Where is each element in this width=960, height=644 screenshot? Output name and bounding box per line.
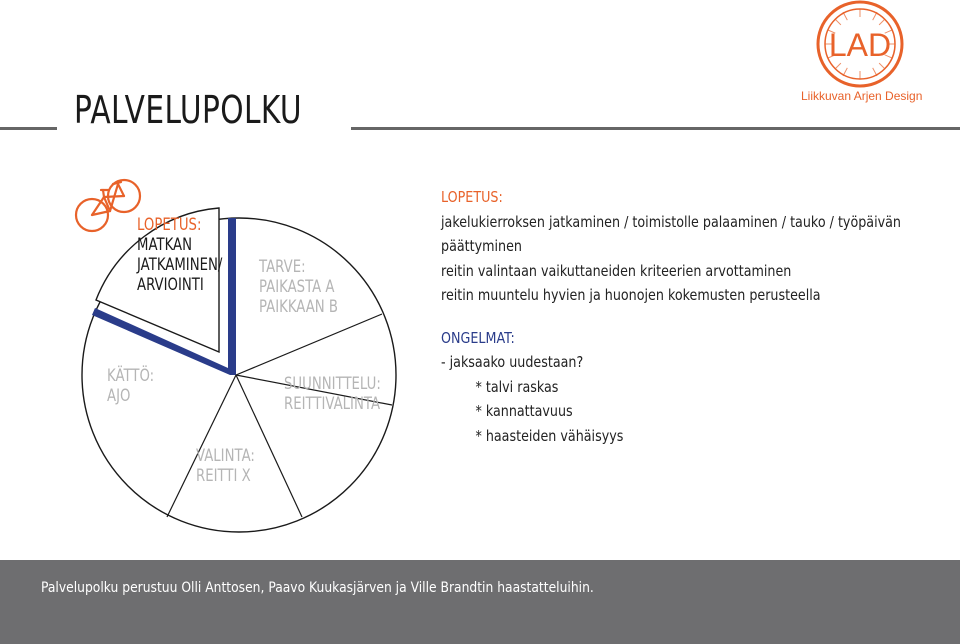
title-rule-left — [0, 127, 57, 130]
segment-text: REITTI X — [196, 466, 251, 486]
footer-bar — [0, 560, 960, 644]
segment-label-suunnittelu — [284, 374, 381, 414]
detail-line: päättyminen — [441, 237, 522, 255]
segment-label-valinta — [196, 446, 255, 486]
detail-line: jakelukierroksen jatkaminen / toimistolle palaaminen / tauko / työpäivän — [441, 212, 901, 231]
problem-line: * talvi raskas — [475, 377, 559, 396]
segment-text: ARVIOINTI — [137, 275, 204, 295]
ongelmat-heading: ONGELMAT: — [441, 328, 515, 347]
problem-line: * kannattavuus — [475, 402, 573, 420]
segment-text: MATKAN — [137, 235, 193, 255]
lopetus-heading: LOPETUS: — [441, 188, 503, 206]
segment-text: KÄTTÖ: — [107, 366, 155, 386]
segment-text: SUUNNITTELU: — [284, 374, 381, 394]
segment-text: JATKAMINEN/ — [137, 255, 223, 275]
title-rule-right — [351, 127, 960, 130]
segment-text: REITTIVALINTA — [284, 394, 381, 414]
problem-line: * haasteiden vähäisyys — [475, 426, 624, 445]
segment-text: VALINTA: — [196, 446, 255, 466]
segment-text: PAIKASTA A — [259, 277, 335, 297]
bicycle-icon — [76, 180, 140, 231]
detail-line: reitin valintaan vaikuttaneiden kriteerien arvottaminen — [441, 261, 792, 280]
page-title: PALVELUPOLKU — [74, 88, 302, 132]
footer-text: Palvelupolku perustuu Olli Anttosen, Paavo Kuukasjärven ja Ville Brandtin haastatteluihin. — [41, 580, 594, 596]
detail-line: reitin muuntelu hyvien ja huonojen kokemusten perusteella — [441, 286, 821, 304]
lad-logo — [810, 0, 910, 90]
segment-text: AJO — [107, 386, 131, 406]
segment-label-lopetus — [137, 215, 222, 295]
segment-text: PAIKKAAN B — [259, 297, 339, 317]
segment-label-tarve — [259, 257, 338, 317]
segment-text: TARVE: — [259, 257, 306, 277]
details-panel — [441, 185, 901, 448]
logo-monogram: LAD — [828, 27, 892, 63]
segment-label-kaytto — [107, 366, 154, 406]
lopetus-title: LOPETUS: — [137, 215, 202, 235]
logo-text: Liikkuvan Arjen Design — [801, 89, 923, 103]
problem-line: - jaksaako uudestaan? — [441, 353, 584, 371]
